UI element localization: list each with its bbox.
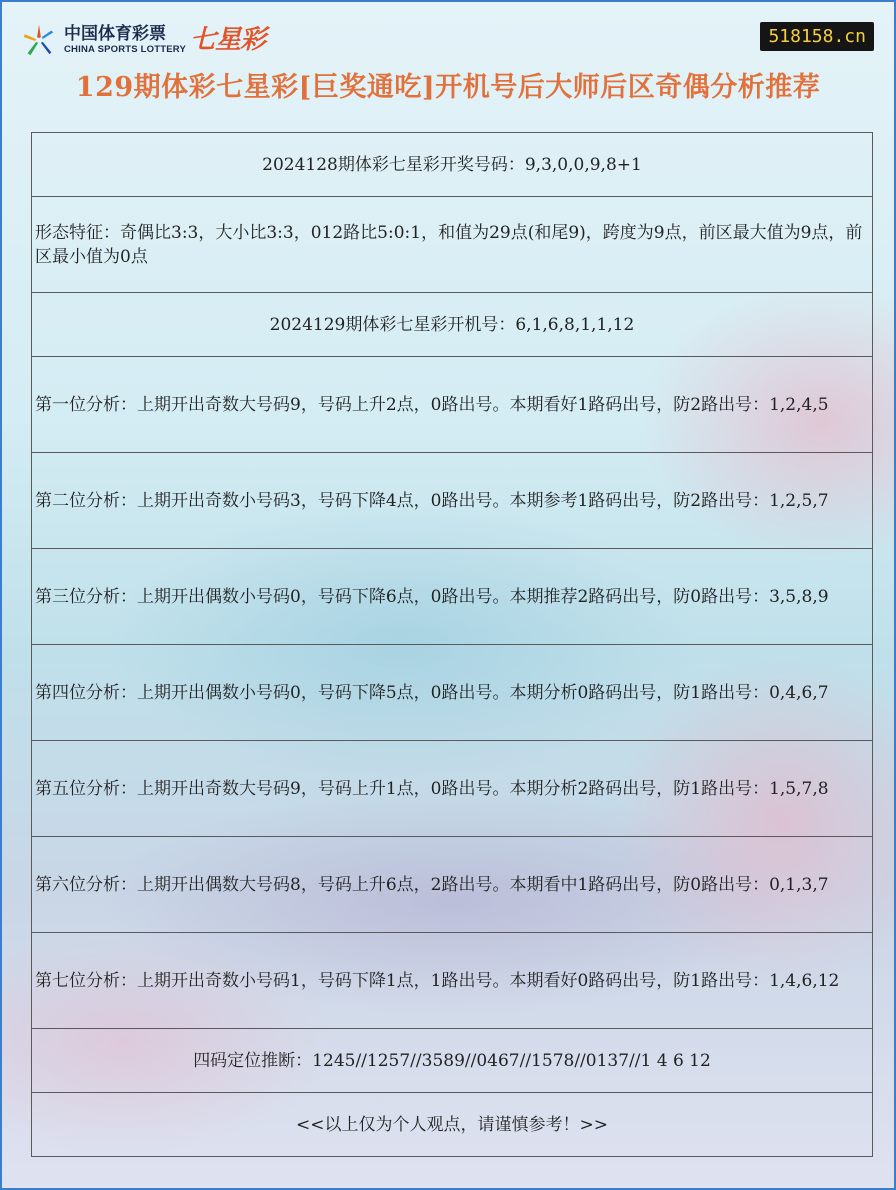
position-4-row <box>32 645 873 741</box>
draw-result-row <box>32 133 873 197</box>
features-row <box>32 197 873 293</box>
machine-numbers-cell: 2024129期体彩七星彩开机号：6,1,6,8,1,1,12 <box>32 293 873 357</box>
position-3-row <box>32 549 873 645</box>
position-1-row <box>32 357 873 453</box>
site-badge[interactable]: 518158.cn <box>760 22 874 51</box>
four-code-row <box>32 1029 873 1093</box>
position-analysis-cell: 第三位分析：上期开出偶数小号码0，号码下降6点，0路出号。本期推荐2路码出号，防0路出号：3,5,8,9 <box>32 549 873 645</box>
four-code-cell: 四码定位推断：1245//1257//3589//0467//1578//0137//1 4 6 12 <box>32 1029 873 1093</box>
position-analysis-cell: 第五位分析：上期开出奇数大号码9，号码上升1点，0路出号。本期分析2路码出号，防1路出号：1,5,7,8 <box>32 741 873 837</box>
position-analysis-cell: 第二位分析：上期开出奇数小号码3，号码下降4点，0路出号。本期参考1路码出号，防2路出号：1,2,5,7 <box>32 453 873 549</box>
position-analysis-cell: 第六位分析：上期开出偶数大号码8，号码上升6点，2路出号。本期看中1路码出号，防0路出号：0,1,3,7 <box>32 837 873 933</box>
position-analysis-cell: 第一位分析：上期开出奇数大号码9，号码上升2点，0路出号。本期看好1路码出号，防2路出号：1,2,4,5 <box>32 357 873 453</box>
position-5-row <box>32 741 873 837</box>
position-7-row <box>32 933 873 1029</box>
position-analysis-cell: 第七位分析：上期开出奇数小号码1，号码下降1点，1路出号。本期看好0路码出号，防1路出号：1,4,6,12 <box>32 933 873 1029</box>
analysis-table <box>31 132 873 1157</box>
disclaimer-row <box>32 1093 873 1157</box>
logo-text-block <box>64 24 186 56</box>
position-2-row <box>32 453 873 549</box>
draw-result-cell: 2024128期体彩七星彩开奖号码：9,3,0,0,9,8+1 <box>32 133 873 197</box>
china-sports-lottery-logo <box>20 20 265 60</box>
features-cell: 形态特征：奇偶比3:3，大小比3:3，012路比5:0:1，和值为29点(和尾9)，跨度为9点，前区最大值为9点，前区最小值为0点 <box>32 197 873 293</box>
position-analysis-cell: 第四位分析：上期开出偶数小号码0，号码下降5点，0路出号。本期分析0路码出号，防1路出号：0,4,6,7 <box>32 645 873 741</box>
disclaimer-cell: <<以上仅为个人观点，请谨慎参考！>> <box>32 1093 873 1157</box>
logo-english-name: CHINA SPORTS LOTTERY <box>64 44 187 55</box>
machine-numbers-row <box>32 293 873 357</box>
logo-chinese-name: 中国体育彩票 <box>64 24 166 44</box>
qixingcai-brand: 七星彩 <box>190 25 266 55</box>
position-6-row <box>32 837 873 933</box>
page-title: 129期体彩七星彩[巨奖通吃]开机号后大师后区奇偶分析推荐 <box>75 72 821 103</box>
lottery-star-icon <box>20 21 58 59</box>
